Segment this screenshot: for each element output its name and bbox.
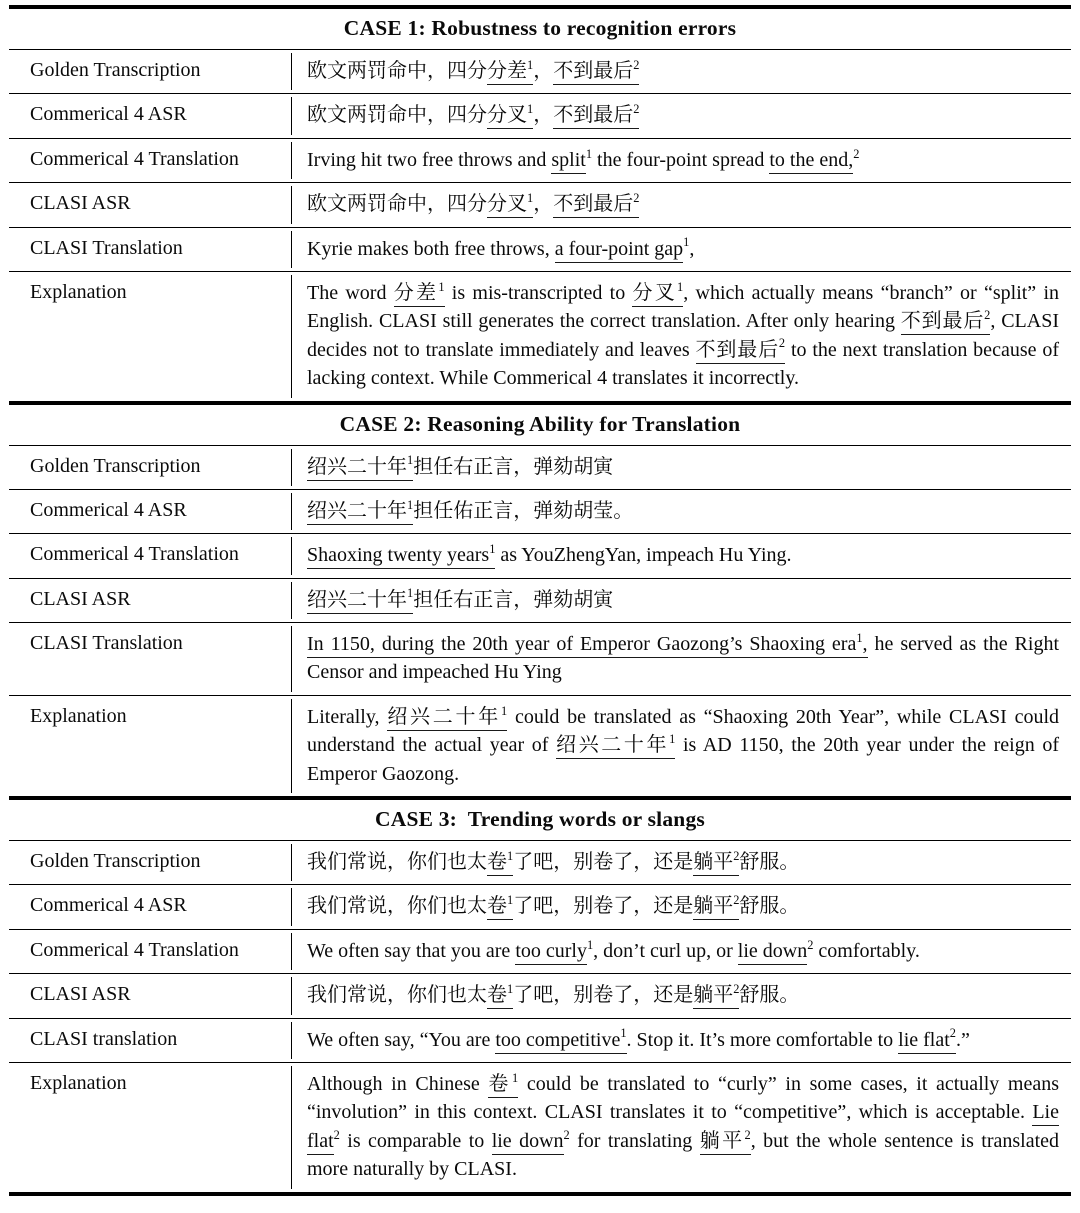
table-row	[9, 1019, 1071, 1062]
underlined-phrase: 分差$^1$	[394, 282, 445, 307]
superscript-marker: 1	[669, 731, 676, 746]
superscript-marker: 1	[527, 190, 534, 205]
underlined-phrase: lie flat$^2$	[898, 1029, 956, 1054]
underlined-phrase: 躺平$^2$	[693, 895, 739, 920]
superscript-marker: 2	[984, 308, 991, 323]
superscript-marker: 1	[586, 937, 594, 952]
row-label: CLASI ASR	[30, 587, 131, 610]
row-content: 欧文两罚命中，四分分差$^1$，不到最后$^2$	[292, 50, 1071, 93]
row-content: 绍兴二十年$^1$担任佑正言，弹劾胡莹。	[292, 490, 1071, 533]
row-content: 欧文两罚命中，四分分叉$^1$，不到最后$^2$	[292, 94, 1071, 137]
underlined-phrase: 卷$^1$	[487, 895, 513, 920]
superscript-marker: 1	[512, 1070, 519, 1085]
underlined-phrase: 绍兴二十年$^1$	[307, 456, 413, 481]
superscript-marker: 1	[620, 1026, 627, 1041]
row-content: Shaoxing twenty years$^1$ as YouZhengYan, impeach Hu Ying.	[292, 534, 1071, 577]
underlined-phrase: to the end,	[769, 149, 853, 174]
underlined-phrase: a four-point gap	[555, 238, 683, 263]
row-content: 我们常说，你们也太卷$^1$了吧，别卷了，还是躺平$^2$舒服。	[292, 841, 1071, 884]
row-content: 我们常说，你们也太卷$^1$了吧，别卷了，还是躺平$^2$舒服。	[292, 974, 1071, 1017]
underlined-phrase: 不到最后$^2$	[553, 193, 639, 218]
underlined-phrase: 分叉$^1$	[632, 282, 683, 307]
superscript-marker: 2	[778, 336, 786, 351]
case-title: CASE 2: Reasoning Ability for Translation	[339, 411, 741, 436]
table-row	[9, 94, 1071, 137]
underlined-phrase: 卷$^1$	[487, 851, 513, 876]
row-content: 欧文两罚命中，四分分叉$^1$，不到最后$^2$	[292, 183, 1071, 226]
row-content: Although in Chinese 卷$^1$ could be translated to “curly” in some cases, it actually means “involution” in this context. CLASI translates it to “competitive”, which is acceptable. Lie flat$^2$ is comparable to lie down$^2$ for translating 躺平$^2$, but the whole sentence is translated more naturally by CLASI.	[307, 1070, 1060, 1181]
underlined-phrase: Shaoxing twenty years$^1$	[307, 544, 495, 569]
superscript-marker: 1	[527, 57, 534, 72]
superscript-marker: 1	[527, 102, 534, 117]
underlined-phrase: 不到最后$^2$	[553, 104, 639, 129]
row-content: 绍兴二十年$^1$担任右正言，弹劾胡寅	[292, 579, 1071, 622]
superscript-marker: 2	[807, 937, 814, 952]
case-title: CASE 1: Robustness to recognition errors	[343, 16, 737, 40]
row-content: 绍兴二十年$^1$担任右正言，弹劾胡寅	[292, 446, 1071, 489]
row-label: Commerical 4 Translation	[30, 938, 239, 961]
table-bottom-rule	[9, 1192, 1071, 1196]
underlined-phrase: split	[551, 149, 585, 174]
underlined-phrase: 分叉$^1$	[487, 104, 533, 129]
case-title: CASE 3: Trending words or slangs	[375, 807, 705, 832]
row-label: Explanation	[30, 1071, 127, 1094]
case-study-table	[9, 5, 1071, 1196]
table-row	[9, 623, 1071, 695]
underlined-phrase: 分叉$^1$	[487, 193, 533, 218]
table-row	[9, 841, 1071, 884]
superscript-marker: 1	[856, 630, 863, 645]
row-label: Golden Transcription	[30, 850, 201, 873]
table-row	[9, 696, 1071, 796]
superscript-marker: 1	[507, 893, 514, 908]
superscript-marker: 1	[489, 542, 496, 557]
superscript-marker: 2	[733, 981, 740, 996]
superscript-marker: 2	[333, 1127, 340, 1142]
row-label: Explanation	[30, 704, 127, 727]
row-content: Kyrie makes both free throws, a four-point gap$^1$,	[292, 228, 1071, 271]
table-row	[9, 50, 1071, 93]
superscript-marker: 1	[438, 279, 445, 294]
underlined-phrase: 绍兴二十年$^1$	[307, 500, 413, 525]
table-row	[9, 228, 1071, 271]
table-row	[9, 579, 1071, 622]
superscript-marker: 1	[683, 235, 690, 250]
row-content: Literally, 绍兴二十年$^1$ could be translated as “Shaoxing 20th Year”, while CLASI could understand the actual year of 绍兴二十年$^1$ is AD 1150, the 20th year under the reign of Emperor Gaozong.	[307, 703, 1060, 785]
row-label: CLASI Translation	[30, 632, 183, 655]
underlined-phrase: 不到最后$^2$	[901, 310, 991, 335]
underlined-phrase: too curly	[515, 940, 587, 965]
row-label: Commerical 4 ASR	[30, 894, 187, 917]
superscript-marker: 1	[507, 981, 514, 996]
superscript-marker: 2	[633, 102, 640, 117]
superscript-marker: 2	[949, 1026, 956, 1041]
superscript-marker: 2	[744, 1127, 751, 1142]
underlined-phrase: 躺平$^2$	[693, 851, 739, 876]
superscript-marker: 1	[407, 586, 414, 601]
row-content: In 1150, during the 20th year of Emperor Gaozong’s Shaoxing era$^1$, he served as the Right Censor and impeached Hu Ying	[307, 630, 1059, 684]
row-label: Commerical 4 ASR	[30, 103, 187, 126]
table-row	[9, 1063, 1071, 1192]
underlined-phrase: 不到最后$^2$	[553, 60, 639, 85]
superscript-marker: 2	[853, 146, 860, 161]
table-row	[9, 183, 1071, 226]
underlined-phrase: 绍兴二十年$^1$	[307, 589, 413, 614]
underlined-phrase: lie down	[738, 940, 807, 965]
row-content: We often say that you are too curly$^1$, don’t curl up, or lie down$^2$ comfortably.	[292, 930, 1071, 973]
row-label: Commerical 4 Translation	[30, 147, 239, 170]
row-label: CLASI ASR	[30, 192, 131, 215]
superscript-marker: 1	[585, 146, 593, 161]
row-label: Commerical 4 ASR	[30, 498, 187, 521]
row-content: The word 分差$^1$ is mis-transcripted to 分叉$^1$, which actually means “branch” or “split” in English. CLASI still generates the correct translation. After only hearing 不到最后$^2$, CLASI decides not to translate immediately and leaves 不到最后$^2$ to the next translation because of lacking context. While Commerical 4 translates it incorrectly.	[307, 279, 1060, 390]
underlined-phrase: In 1150, during the 20th year of Emperor Gaozong’s Shaoxing era$^1$,	[307, 633, 868, 658]
underlined-phrase: 躺平$^2$	[693, 984, 739, 1009]
table-row	[9, 139, 1071, 182]
underlined-phrase: lie down	[492, 1130, 564, 1155]
row-label: Commerical 4 Translation	[30, 543, 239, 566]
row-label: CLASI ASR	[30, 983, 131, 1006]
superscript-marker: 1	[507, 848, 514, 863]
table-row	[9, 974, 1071, 1017]
row-label: Golden Transcription	[30, 454, 201, 477]
underlined-phrase: 卷$^1$	[487, 984, 513, 1009]
superscript-marker: 2	[563, 1127, 570, 1142]
underlined-phrase: 绍兴二十年$^1$	[387, 706, 507, 731]
superscript-marker: 1	[407, 453, 414, 468]
superscript-marker: 2	[733, 893, 740, 908]
table-row	[9, 885, 1071, 928]
row-content: 我们常说，你们也太卷$^1$了吧，别卷了，还是躺平$^2$舒服。	[292, 885, 1071, 928]
row-content: We often say, “You are too competitive$^1$. Stop it. It’s more comfortable to lie flat$^2$.”	[292, 1019, 1071, 1062]
superscript-marker: 1	[501, 703, 508, 718]
row-label: Explanation	[30, 280, 127, 303]
table-row	[9, 534, 1071, 577]
row-label: CLASI Translation	[30, 236, 183, 259]
underlined-phrase: Lie flat	[307, 1101, 1059, 1154]
underlined-phrase: 躺平$^2$	[700, 1130, 751, 1155]
underlined-phrase: too competitive$^1$	[495, 1029, 626, 1054]
row-label: CLASI translation	[30, 1027, 178, 1050]
superscript-marker: 2	[633, 57, 640, 72]
superscript-marker: 2	[633, 190, 640, 205]
table-row	[9, 272, 1071, 401]
row-content: Irving hit two free throws and split$^1$ the four-point spread to the end,$^2$	[292, 139, 1071, 182]
row-label: Golden Transcription	[30, 59, 201, 81]
underlined-phrase: 分差$^1$	[487, 60, 533, 85]
table-row	[9, 490, 1071, 533]
superscript-marker: 2	[733, 848, 740, 863]
table-row	[9, 930, 1071, 973]
underlined-phrase: 不到最后$^2$	[696, 339, 786, 364]
table-row	[9, 446, 1071, 489]
superscript-marker: 1	[677, 279, 684, 294]
superscript-marker: 1	[407, 497, 414, 512]
underlined-phrase: 绍兴二十年$^1$	[556, 734, 675, 759]
underlined-phrase: 卷$^1$	[488, 1073, 518, 1098]
